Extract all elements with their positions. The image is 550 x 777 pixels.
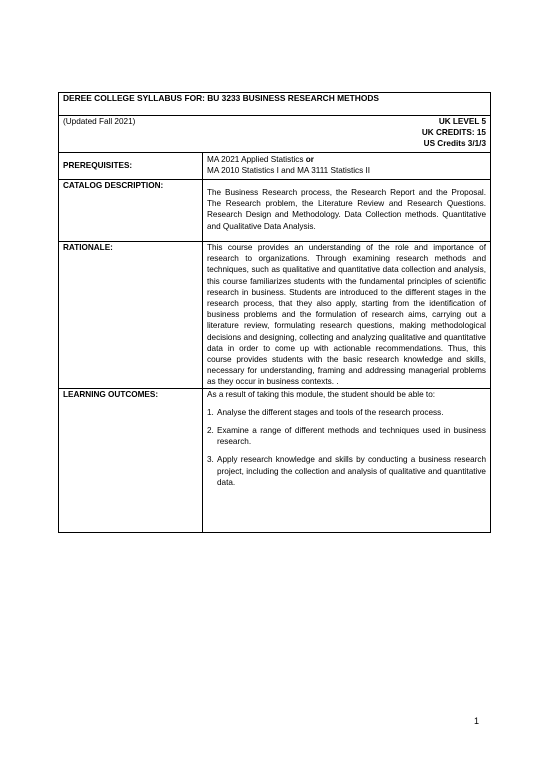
uk-level: UK LEVEL 5 — [438, 117, 486, 126]
list-item: 3. Apply research knowledge and skills by conducting a business research project, including the collection and analysis of qualitative and quantitative data. — [207, 455, 486, 487]
catalog-label: CATALOG DESCRIPTION: — [59, 180, 203, 242]
rationale-label: RATIONALE: — [59, 242, 203, 389]
catalog-row — [59, 180, 491, 242]
rationale-text: This course provides an understanding of the role and importance of research to organizations. Through examining research methods and techniques, such as qualitative and quantitative data collection and analysis, this course familiarizes students with the fundamental principles of scientific research in business. Students are introduced to the different stages in the research process, that they also apply, starting from the identification of business problems and the formulation of research aims, carrying out a literature review, formulating research questions, making methodological decisions and designing, collecting and analyzing qualitative and quantitative data in order to come up with actionable recommendations. Thus, this course provides students with the basic research knowledge and skills, necessary for understanding, framing and addressing managerial problems as they occur in business contexts. . — [203, 242, 491, 389]
prerequisites-row — [59, 153, 491, 180]
prerequisite-line-1: MA 2021 Applied Statistics or — [207, 155, 314, 164]
learning-outcomes-row — [59, 388, 491, 532]
rationale-row — [59, 242, 491, 389]
title-row — [59, 93, 491, 116]
prerequisite-or: or — [305, 155, 314, 164]
syllabus-title: DEREE COLLEGE SYLLABUS FOR: BU 3233 BUSINESS RESEARCH METHODS — [59, 93, 491, 116]
prerequisite-line-2: MA 2010 Statistics I and MA 3111 Statistics II — [207, 166, 371, 176]
list-item: 2. Examine a range of different methods and techniques used in business research. — [207, 426, 486, 447]
syllabus-table — [58, 92, 491, 533]
credits-row — [59, 116, 491, 153]
updated-date: (Updated Fall 2021) — [63, 117, 136, 126]
us-credits: US Credits 3/1/3 — [423, 139, 486, 149]
learning-outcomes-label: LEARNING OUTCOMES: — [59, 388, 203, 532]
list-item: 1. Analyse the different stages and tools of the research process. — [207, 407, 444, 417]
page-number: 1 — [474, 716, 480, 726]
credits-block — [422, 116, 486, 150]
prerequisites-value — [203, 153, 491, 180]
catalog-description: The Business Research process, the Research Report and the Proposal. The Research problem, the Literature Review and Research Questions. Research Design and Methodology. Data Collection methods. Quantitative and Qualitative Data Analysis. — [203, 180, 491, 242]
learning-outcomes-content — [203, 388, 491, 532]
learning-outcomes-list — [207, 407, 486, 488]
uk-credits: UK CREDITS: 15 — [421, 128, 486, 138]
prerequisites-label: PREREQUISITES: — [59, 153, 203, 180]
learning-outcomes-intro: As a result of taking this module, the student should be able to: — [207, 389, 436, 399]
